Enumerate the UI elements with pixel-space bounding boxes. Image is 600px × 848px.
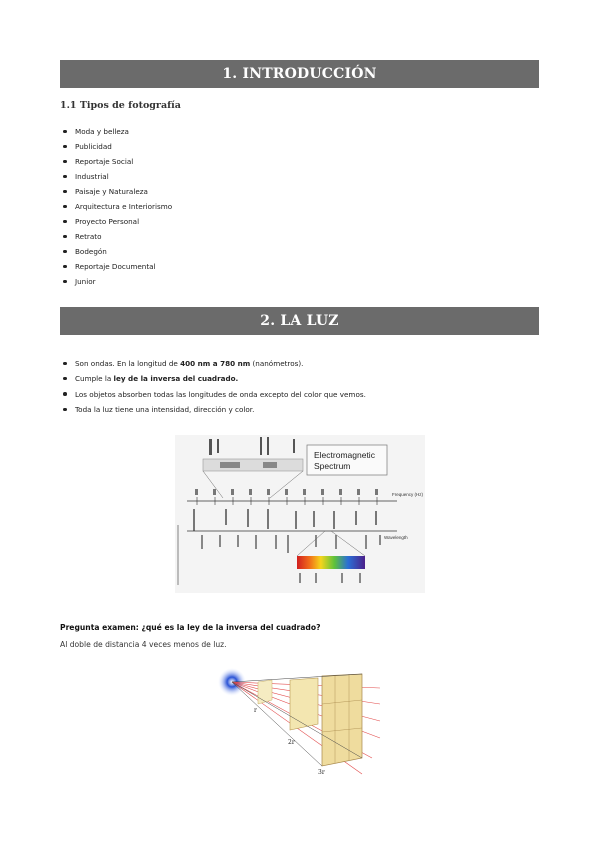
inverse-square-diagram	[212, 666, 384, 778]
photo-types-list	[60, 124, 172, 289]
list-item: Son ondas. En la longitud de 400 nm a 780 nm (nanómetros).	[60, 356, 366, 371]
section-2-banner	[60, 307, 539, 335]
exam-answer: Al doble de distancia 4 veces menos de luz.	[60, 640, 227, 649]
list-item: Cumple la ley de la inversa del cuadrado.	[60, 371, 366, 386]
list-item: Reportaje Documental	[60, 259, 172, 274]
list-item: Paisaje y Naturaleza	[60, 184, 172, 199]
label-3r: 3r	[318, 769, 325, 776]
electromagnetic-spectrum-figure	[175, 435, 425, 593]
list-item: Toda la luz tiene una intensidad, dirección y color.	[60, 402, 366, 417]
list-item: Publicidad	[60, 139, 172, 154]
list-item: Los objetos absorben todas las longitudes de onda excepto del color que vemos.	[60, 387, 366, 402]
list-item: Industrial	[60, 169, 172, 184]
section-2-title: 2. LA LUZ	[260, 313, 339, 329]
spectrum-graphic	[175, 435, 425, 593]
list-item: Junior	[60, 274, 172, 289]
frequency-label: Frequency (Hz)	[392, 492, 424, 497]
label-2r: 2r	[288, 739, 295, 746]
list-item: Reportaje Social	[60, 154, 172, 169]
label-r: r	[254, 707, 257, 714]
wavelength-label: Wavelength	[384, 535, 408, 540]
spectrum-title-line1: Electromagnetic	[314, 450, 375, 460]
list-item: Bodegón	[60, 244, 172, 259]
list-item: Moda y belleza	[60, 124, 172, 139]
light-facts-list	[60, 356, 366, 417]
visible-spectrum-bar	[297, 556, 365, 569]
section-1-banner	[60, 60, 539, 88]
exam-question: Pregunta examen: ¿qué es la ley de la inversa del cuadrado?	[60, 623, 321, 632]
section-1-title: 1. INTRODUCCIÓN	[222, 66, 377, 82]
list-item: Proyecto Personal	[60, 214, 172, 229]
subsection-title: 1.1 Tipos de fotografía	[60, 100, 181, 111]
list-item: Retrato	[60, 229, 172, 244]
list-item: Arquitectura e Interiorismo	[60, 199, 172, 214]
spectrum-title-line2: Spectrum	[314, 461, 351, 471]
inverse-square-graphic	[212, 666, 384, 778]
